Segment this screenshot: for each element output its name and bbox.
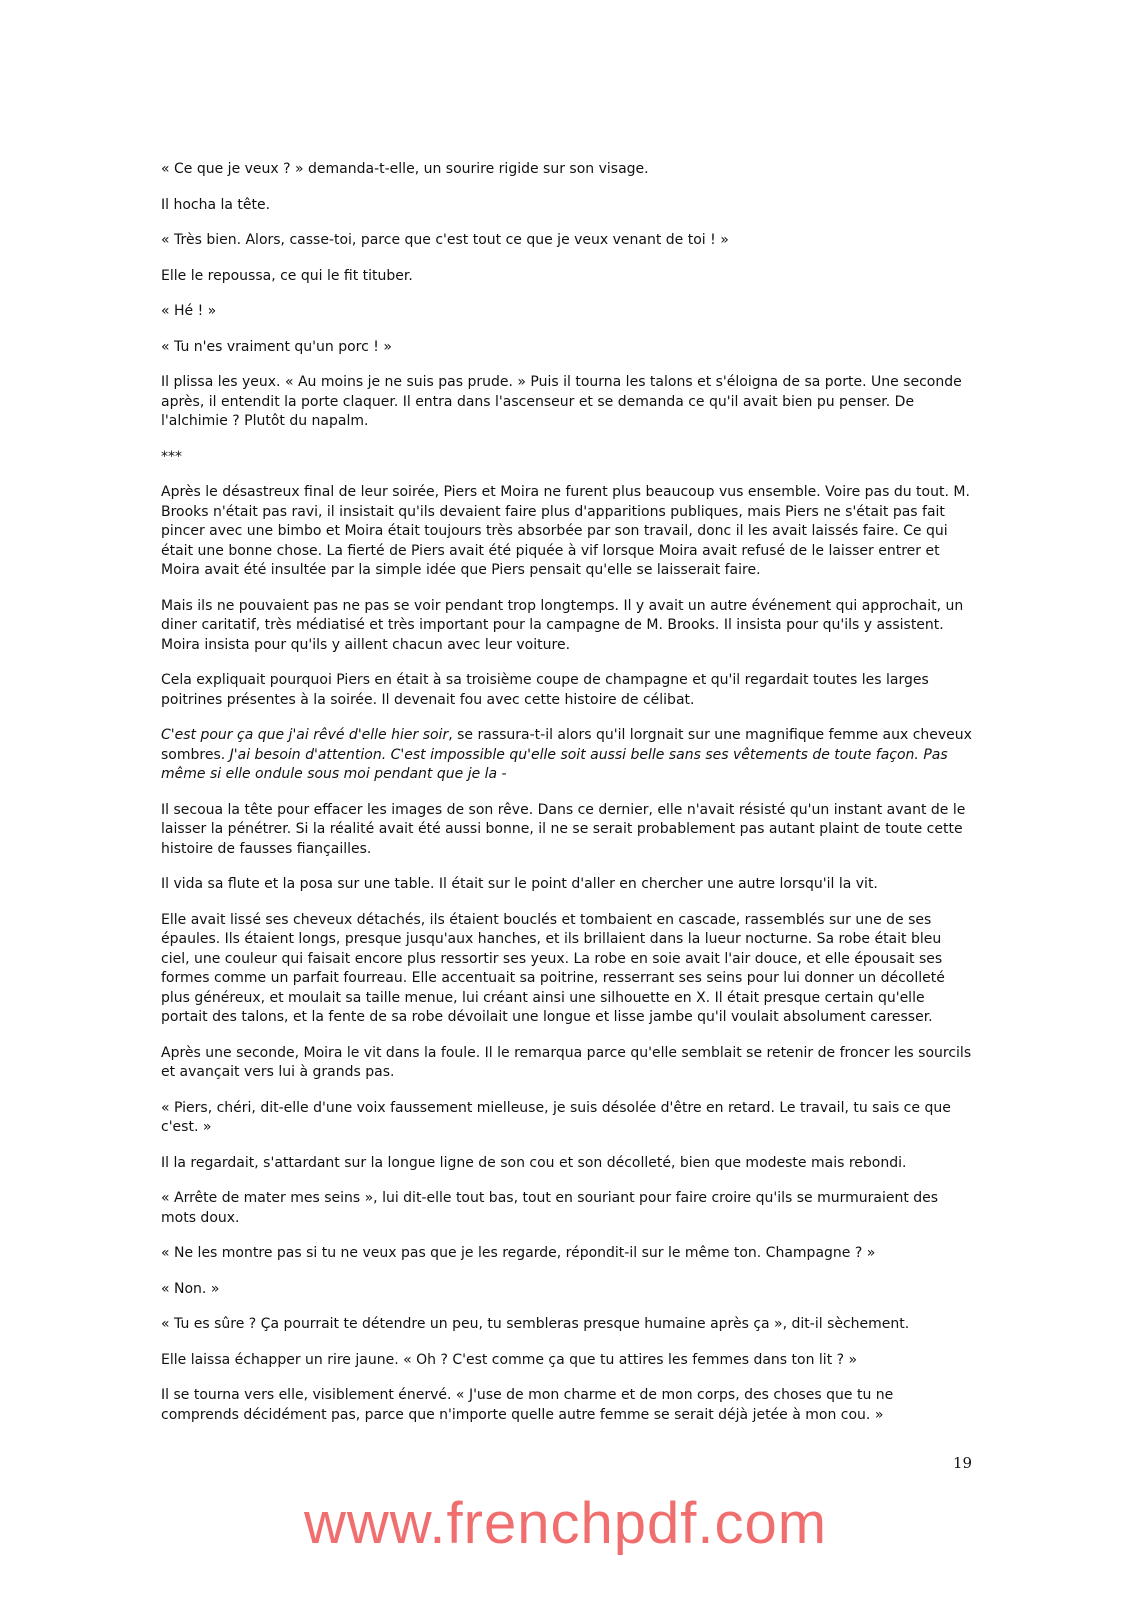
document-body: [161, 160, 973, 1441]
narration: , se rassura-t-il alors qu'il lorgnait sur une magnifique femme aux cheveux sombres.: [161, 727, 972, 763]
paragraph: Cela expliquait pourquoi Piers en était à sa troisième coupe de champagne et qu'il regardait toutes les larges poitrines présentes à la soirée. Il devenait fou avec cette histoire de célibat.: [161, 672, 929, 708]
paragraph: « Ce que je veux ? » demanda-t-elle, un sourire rigide sur son visage.: [161, 161, 649, 177]
paragraph: Il plissa les yeux. « Au moins je ne suis pas prude. » Puis il tourna les talons et s'éloigna de sa porte. Une seconde après, il entendit la porte claquer. Il entra dans l'ascenseur et se demanda ce qu'il avait bien pu penser. De l'alchimie ? Plutôt du napalm.: [161, 374, 962, 429]
page-number: 19: [953, 1454, 973, 1472]
italic-thought-2: J'ai besoin d'attention. C'est impossible qu'elle soit aussi belle sans ses vêtements de toute façon. Pas même si elle ondule sous moi pendant que je la -: [161, 746, 948, 782]
paragraph: « Tu n'es vraiment qu'un porc ! »: [161, 338, 392, 355]
paragraph: Elle avait lissé ses cheveux détachés, ils étaient bouclés et tombaient en cascade, rassemblés sur une de ses épaules. Ils étaient longs, presque jusqu'aux hanches, et ils brillaient dans la lueur nocturne. Sa robe était bleu ciel, une couleur qui faisait encore plus ressortir ses yeux. La robe en soie avait l'air douce, et elle épousait ses formes comme un parfait fourreau. Elle accentuait sa poitrine, resserrant ses seins pour lui donner un décolleté plus généreux, et moulait sa taille menue, lui créant ainsi une silhouette en X. Il était presque certain qu'elle portait des talons, et la fente de sa robe dévoilait une longue et lisse jambe qu'il voulait absolument caresser.: [161, 911, 945, 1025]
paragraph: Après une seconde, Moira le vit dans la foule. Il le remarqua parce qu'elle semblait se retenir de froncer les sourcils et avançait vers lui à grands pas.: [161, 1044, 972, 1080]
paragraph: Il secoua la tête pour effacer les images de son rêve. Dans ce dernier, elle n'avait résisté qu'un instant avant de le laisser la pénétrer. Si la réalité avait été aussi bonne, il ne se serait probablement pas autant plaint de toute cette histoire de fausses fiançailles.: [161, 801, 966, 857]
paragraph: « Ne les montre pas si tu ne veux pas que je les regarde, répondit-il sur le même ton. Champagne ? »: [161, 1245, 876, 1261]
paragraph: « Tu es sûre ? Ça pourrait te détendre un peu, tu sembleras presque humaine après ça », dit-il sèchement.: [161, 1316, 910, 1332]
paragraph: Il hocha la tête.: [161, 196, 271, 213]
watermark-text: www.frenchpdf.com: [303, 1491, 828, 1556]
scene-break: ***: [161, 448, 182, 465]
paragraph: Elle le repoussa, ce qui le fit tituber.: [161, 267, 413, 284]
italic-thought-1: C'est pour ça que j'ai rêvé d'elle hier soir: [161, 727, 449, 743]
paragraph: Après le désastreux final de leur soirée, Piers et Moira ne furent plus beaucoup vus ensemble. Voire pas du tout. M. Brooks n'était pas ravi, il insistait qu'ils devaient faire plus d'apparitions publiques, mais Piers ne s'était pas fait pincer avec une bimbo et Moira était toujours très absorbée par son travail, donc il les avait laissés faire. Ce qui était une bonne chose. La fierté de Piers avait été piquée à vif lorsque Moira avait refusé de le laisser entrer et Moira avait été insultée par la simple idée que Piers pensait qu'elle se laisserait faire.: [161, 484, 970, 578]
paragraph: « Hé ! »: [161, 303, 217, 319]
paragraph: Elle laissa échapper un rire jaune. « Oh ? C'est comme ça que tu attires les femmes dans ton lit ? »: [161, 1351, 858, 1368]
paragraph: « Arrête de mater mes seins », lui dit-elle tout bas, tout en souriant pour faire croire qu'ils se murmuraient des mots doux.: [161, 1190, 939, 1226]
paragraph: « Non. »: [161, 1280, 220, 1297]
paragraph: Il se tourna vers elle, visiblement énervé. « J'use de mon charme et de mon corps, des choses que tu ne comprends décidément pas, parce que n'importe quelle autre femme se serait déjà jetée à mon cou. »: [161, 1387, 894, 1423]
paragraph: Il la regardait, s'attardant sur la longue ligne de son cou et son décolleté, bien que modeste mais rebondi.: [161, 1154, 907, 1171]
italic-thought-paragraph: [161, 726, 973, 785]
paragraph: « Piers, chéri, dit-elle d'une voix faussement mielleuse, je suis désolée d'être en retard. Le travail, tu sais ce que c'est. »: [161, 1099, 951, 1135]
paragraph: Il vida sa flute et la posa sur une table. Il était sur le point d'aller en chercher une autre lorsqu'il la vit.: [161, 876, 878, 892]
paragraph: « Très bien. Alors, casse-toi, parce que c'est tout ce que je veux venant de toi ! »: [161, 232, 729, 248]
paragraph: Mais ils ne pouvaient pas ne pas se voir pendant trop longtemps. Il y avait un autre événement qui approchait, un diner caritatif, très médiatisé et très important pour la campagne de M. Brooks. Il insista pour qu'ils y assistent. Moira insista pour qu'ils y aillent chacun avec leur voiture.: [161, 597, 964, 653]
